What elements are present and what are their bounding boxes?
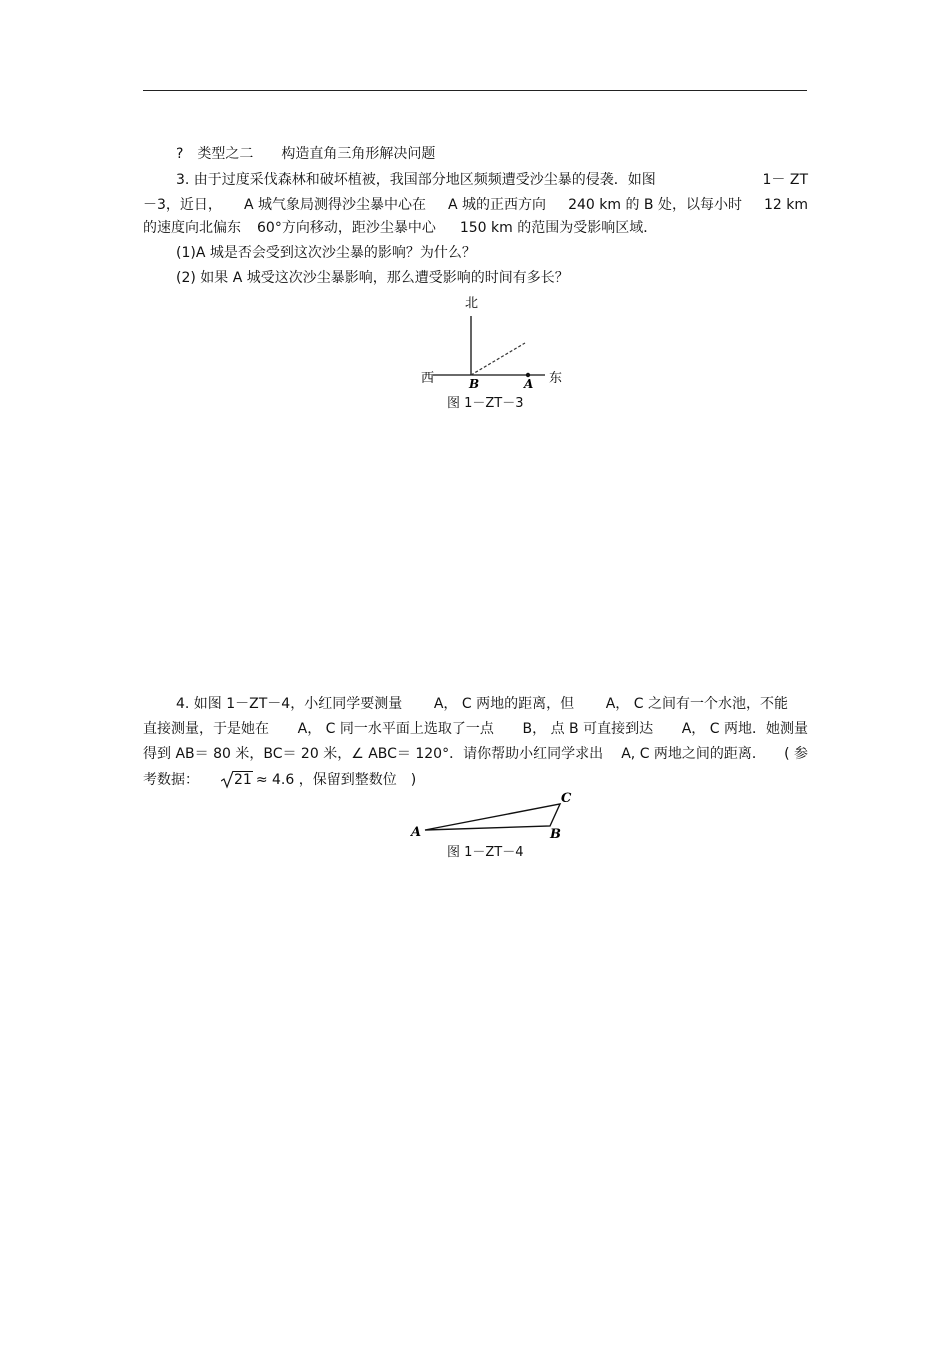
point-b-label: B	[469, 377, 480, 390]
q4-line-4: 考数据： 21 ≈ 4.6 ，保留到整数位 )	[143, 772, 417, 788]
q3-line-1: 3. 由于过度采伐森林和破坏植被，我国部分地区频频遭受沙尘暴的侵袭．如图 1－ ZT	[176, 172, 808, 188]
triangle-abc	[425, 804, 560, 830]
section-title: ? 类型之二 构造直角三角形解决问题	[176, 146, 436, 162]
q4-line-2: 直接测量，于是她在 A， C 同一水平面上选取了一点 B， 点 B 可直接到达 A， C 两地．她测量	[143, 721, 808, 737]
sqrt-symbol: 21	[221, 770, 253, 790]
point-a-label: A	[411, 825, 422, 840]
q3-sub-2: (2) 如果 A 城受这次沙尘暴影响，那么遭受影响的时间有多长？	[176, 270, 569, 286]
point-b-label: B	[550, 827, 561, 842]
header-rule	[143, 90, 807, 91]
q4-figure	[405, 786, 585, 842]
q4-line-1: 4. 如图 1－ZT－4，小红同学要测量 A， C 两地的距离，但 A， C 之间有一个水池，不能	[176, 696, 788, 712]
q3-line-3: 的速度向北偏东 60°方向移动，距沙尘暴中心 150 km 的范围为受影响区域．	[143, 220, 658, 236]
q3-figure	[415, 290, 575, 390]
north-label: 北	[465, 296, 479, 311]
radical-sign-icon	[221, 771, 234, 789]
storm-path-dashed-line	[471, 343, 525, 375]
q4-line-3: 得到 AB＝ 80 米，BC＝ 20 米，∠ ABC＝ 120°．请你帮助小红同学求出 A, C 两地之间的距离． ( 参	[143, 746, 808, 762]
figure-caption-1zt3: 图 1－ZT－3	[447, 396, 524, 411]
point-c-label: C	[561, 791, 572, 806]
q3-sub-1: (1)A 城是否会受到这次沙尘暴的影响？为什么？	[176, 245, 476, 261]
east-label: 东	[549, 371, 563, 386]
west-label: 西	[421, 371, 435, 386]
figure-caption-1zt4: 图 1－ZT－4	[447, 845, 524, 860]
q3-line-2: －3，近日， A 城气象局测得沙尘暴中心在 A 城的正西方向 240 km 的 B 处，以每小时 12 km	[143, 197, 808, 213]
point-a-label: A	[524, 377, 534, 390]
